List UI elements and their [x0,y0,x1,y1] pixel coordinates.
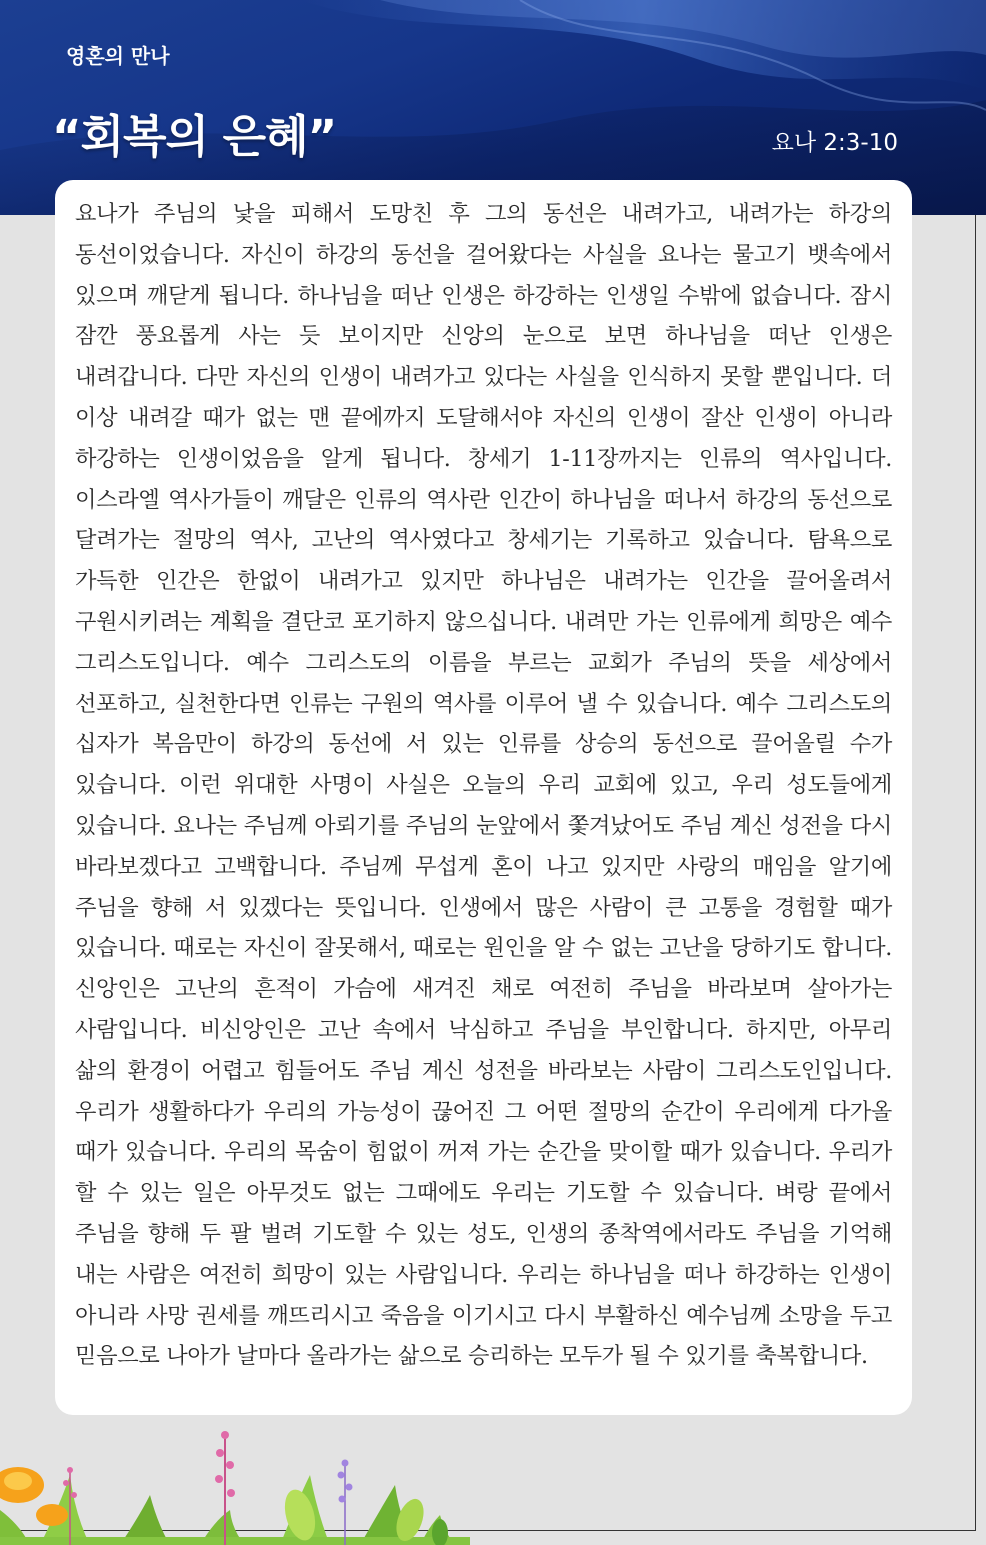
frame-border-right [975,10,977,1530]
series-label: 영혼의 만나 [66,44,170,68]
page-title: “회복의 은혜” [52,110,337,163]
scripture-reference: 요나 2:3-10 [771,130,898,156]
article-card [55,180,912,1415]
flower-meadow-icon [0,1415,470,1545]
article-body: 요나가 주님의 낯을 피해서 도망친 후 그의 동선은 내려가고, 내려가는 하강의 동선이었습니다. 자신이 하강의 동선을 걸어왔다는 사실을 요나는 물고기 뱃속에서 있으며 깨닫게 됩니다. 하나님을 떠난 인생은 하강하는 인생일 수밖에 없습니다. 잠시 잠깐 풍요롭게 사는 듯 보이지만 신앙의 눈으로 보면 하나님을 떠난 인생은 내려갑니다. 다만 자신의 인생이 내려가고 있다는 사실을 인식하지 못할 뿐입니다. 더 이상 내려갈 때가 없는 맨 끝에까지 도달해서야 자신의 인생이 잘산 인생이 아니라 하강하는 인생이었음을 알게 됩니다. 창세기 1-11장까지는 인류의 역사입니다. 이스라엘 역사가들이 깨달은 인류의 역사란 인간이 하나님을 떠나서 하강의 동선으로 달려가는 절망의 역사, 고난의 역사였다고 창세기는 기록하고 있습니다. 탐욕으로 가득한 인간은 한없이 내려가고 있지만 하나님은 내려가는 인간을 끌어올려서 구원시키려는 계획을 결단코 포기하지 않으십니다. 내려만 가는 인류에게 희망은 예수 그리스도입니다. 예수 그리스도의 이름을 부르는 교회가 주님의 뜻을 세상에서 선포하고, 실천한다면 인류는 구원의 역사를 이루어 낼 수 있습니다. 예수 그리스도의 십자가 복음만이 하강의 동선에 서 있는 인류를 상승의 동선으로 끌어올릴 수가 있습니다. 이런 위대한 사명이 사실은 오늘의 우리 교회에 있고, 우리 성도들에게 있습니다. 요나는 주님께 아뢰기를 주님의 눈앞에서 쫓겨났어도 주님 계신 성전을 다시 바라보겠다고 고백합니다. 주님께 무섭게 혼이 나고 있지만 사랑의 매임을 알기에 주님을 향해 서 있겠다는 뜻입니다. 인생에서 많은 사람이 큰 고통을 경험할 때가 있습니다. 때로는 자신이 잘못해서, 때로는 원인을 알 수 없는 고난을 당하기도 합니다. 신앙인은 고난의 흔적이 가슴에 새겨진 채로 여전히 주님을 바라보며 살아가는 사람입니다. 비신앙인은 고난 속에서 낙심하고 주님을 부인합니다. 하지만, 아무리 삶의 환경이 어렵고 힘들어도 주님 계신 성전을 바라보는 사람이 그리스도인입니다. 우리가 생활하다가 우리의 가능성이 끊어진 그 어떤 절망의 순간이 우리에게 다가올 때가 있습니다. 우리의 목숨이 힘없이 꺼져 가는 순간을 맞이할 때가 있습니다. 우리가 할 수 있는 일은 아무것도 없는 그때에도 우리는 기도할 수 있습니다. 벼랑 끝에서 주님을 향해 두 팔 벌려 기도할 수 있는 성도, 인생의 종착역에서라도 주님을 기억해 내는 사람은 여전히 희망이 있는 사람입니다. 우리는 하나님을 떠나 하강하는 인생이 아니라 사망 권세를 깨뜨리시고 죽음을 이기시고 다시 부활하신 예수님께 소망을 두고 믿음으로 나아가 날마다 올라가는 삶으로 승리하는 모두가 될 수 있기를 축복합니다. [75,201,892,1370]
